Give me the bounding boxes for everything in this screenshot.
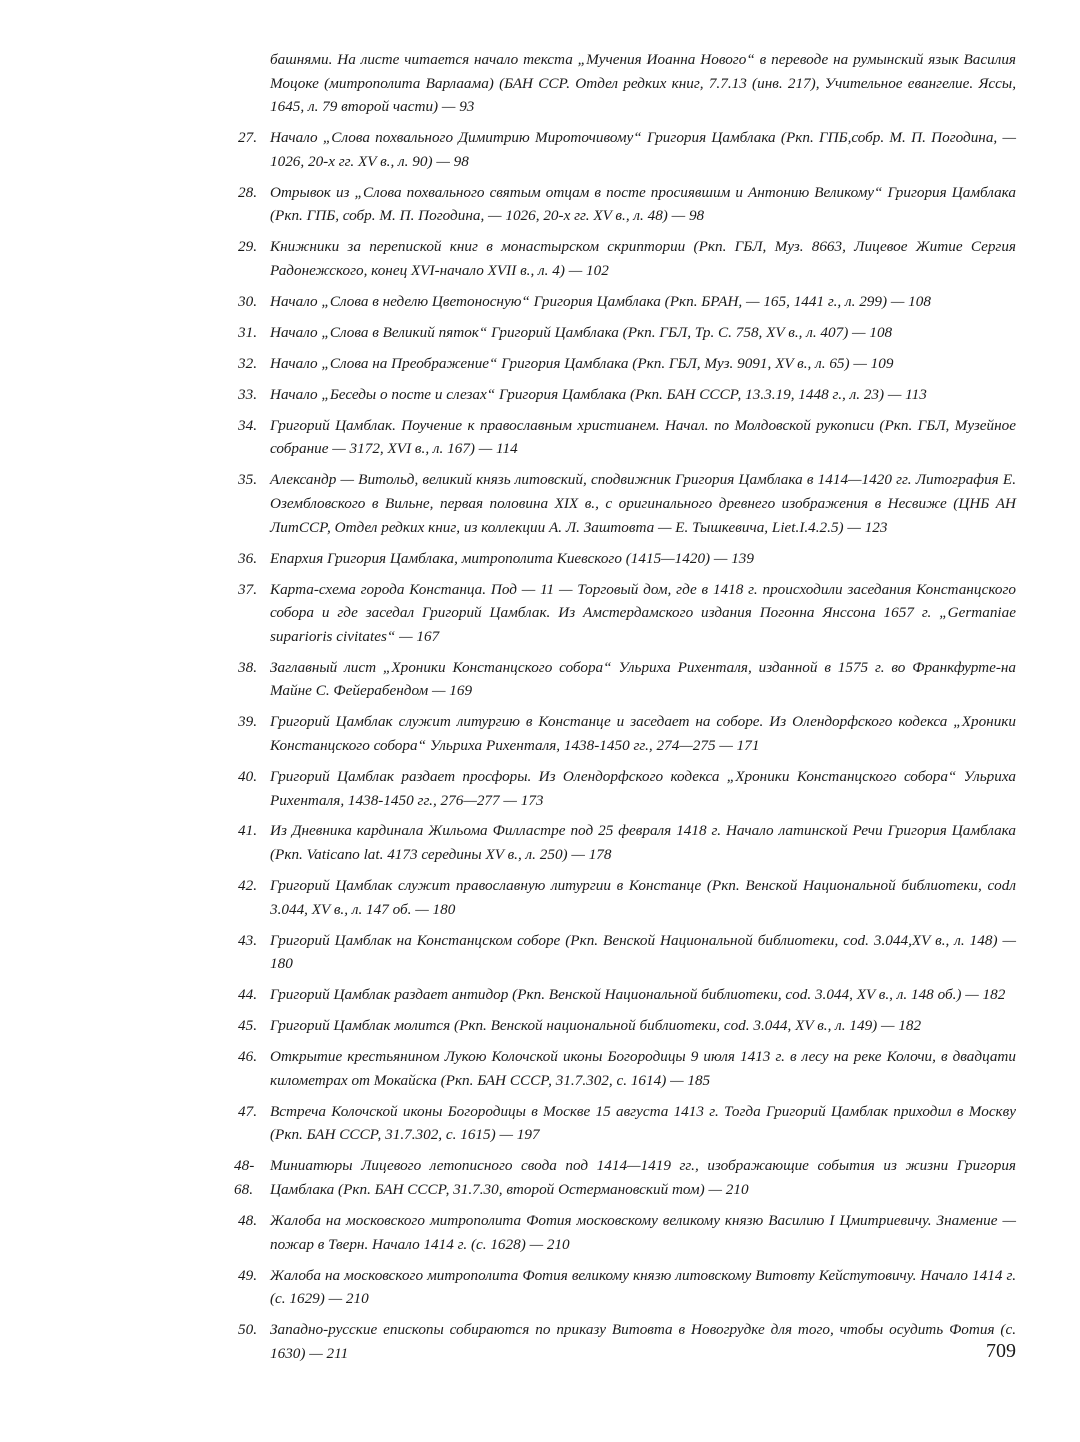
entry-number: 30. <box>238 292 257 310</box>
entry-number: 32. <box>238 354 257 372</box>
list-entry <box>234 290 1016 314</box>
entry-text: Григорий Цамблак на Констанцском соборе (Ркп. Венской Национальной библиотеки, cod. 3.044,XV в., л. 148) — 180 <box>270 931 1016 973</box>
entry-number: 29. <box>238 238 257 256</box>
list-entry <box>234 235 1016 282</box>
entry-number: 44. <box>238 986 257 1004</box>
entry-number: 39. <box>238 713 257 731</box>
entry-number: 48. <box>238 1211 257 1229</box>
entry-number: 27. <box>238 129 257 147</box>
list-entry <box>234 710 1016 757</box>
entry-text: Начало „Слова на Преображение“ Григория Цамблака (Ркп. ГБЛ, Муз. 9091, XV в., л. 65) — 109 <box>270 354 894 372</box>
entry-number: 42. <box>238 877 257 895</box>
entry-text: Миниатюры Лицевого летописного свода под 1414—1419 гг., изображающие события из жизни Григория Цамблака (Ркп. БАН СССР, 31.7.30, второй Остермановский том) — 210 <box>270 1157 1016 1198</box>
entry-text: Начало „Слова в неделю Цветоносную“ Григория Цамблака (Ркп. БРАН, — 165, 1441 г., л. 299) — 108 <box>270 292 931 310</box>
illustration-list <box>234 48 1016 1373</box>
list-entry <box>234 578 1016 649</box>
entry-text: Отрывок из „Слова похвального святым отцам в посте просиявшим и Антонию Великому“ Григория Цамблака (Ркп. ГПБ, собр. М. П. Погодина, — 1026, 20-х гг. XV в., л. 48) — 98 <box>270 183 1016 225</box>
entry-text: Григорий Цамблак. Поучение к православным христианем. Начал. по Молдовской рукописи (Ркп. ГБЛ, Музейное собрание — 3172, XVI в., л. 167) — 114 <box>270 416 1016 458</box>
entry-number: 50. <box>238 1321 257 1339</box>
entry-text: Начало „Слова в Великий пяток“ Григорий Цамблака (Ркп. ГБЛ, Тр. С. 758, XV в., л. 407) — 108 <box>270 323 893 341</box>
list-entry <box>234 468 1016 539</box>
entry-text: Начало „Беседы о посте и слезах“ Григория Цамблака (Ркп. БАН СССР, 13.3.19, 1448 г., л. 23) — 113 <box>270 385 927 403</box>
entry-text: Александр — Витольд, великий князь литовский, сподвижник Григория Цамблака в 1414—1420 гг. Литография Е. Озембловского в Вильне, первая половина XIX в., с оригинального древнего изображения в Несвиже (ЦНБ АН ЛитССР, Отдел редких книг, из коллекции А. Л. Заштовта — Е. Тышкевича, Liet.I.4.2.5) — 123 <box>270 471 1016 536</box>
list-entry <box>234 352 1016 376</box>
entry-number: 45. <box>238 1017 257 1035</box>
entry-number: 41. <box>238 822 257 840</box>
entry-text: Григорий Цамблак раздает антидор (Ркп. Венской Национальной библиотеки, cod. 3.044, XV в., л. 148 об.) — 182 <box>270 986 1006 1004</box>
entry-number: 40. <box>238 767 257 785</box>
list-entry <box>234 1014 1016 1038</box>
list-entry <box>234 983 1016 1007</box>
entry-number: 37. <box>238 580 257 598</box>
entry-text: Григорий Цамблак служит литургию в Констанце и заседает на соборе. Из Олендорфского кодекса „Хроники Констанцского собора“ Ульриха Рихенталя, 1438-1450 гг., 274—275 — 171 <box>270 713 1016 754</box>
entry-number: 48-68. <box>234 1157 255 1198</box>
entry-text: Григорий Цамблак раздает просфоры. Из Олендорфского кодекса „Хроники Констанцского собора“ Ульриха Рихенталя, 1438-1450 гг., 276—277 — 173 <box>270 767 1016 809</box>
entry-number: 43. <box>238 931 257 949</box>
list-entry <box>234 874 1016 921</box>
entry-number: 49. <box>238 1266 257 1284</box>
list-entry <box>234 1100 1016 1147</box>
entry-text: Карта-схема города Констанца. Под — 11 — Торговый дом, где в 1418 г. происходили заседания Констанцского собора и где заседал Григорий Цамблак. Из Амстердамского издания Погонна Янссона 1657 г. „Germaniae suparioris civitates“ — 167 <box>270 580 1016 645</box>
entry-text: Жалоба на московского митрополита Фотия великому князю литовскому Витовту Кейстутовичу. Начало 1414 г. (с. 1629) — 210 <box>270 1266 1016 1308</box>
page-number: 709 <box>986 1340 1016 1362</box>
entry-number: 47. <box>238 1102 257 1120</box>
entry-text: Епархия Григория Цамблака, митрополита Киевского (1415—1420) — 139 <box>270 549 754 567</box>
list-entry <box>234 1045 1016 1092</box>
entry-number: 38. <box>238 658 257 676</box>
entry-number: 35. <box>238 471 257 489</box>
list-entry <box>234 547 1016 571</box>
list-entry <box>234 929 1016 976</box>
list-entry <box>234 1318 1016 1365</box>
list-entry <box>234 1264 1016 1311</box>
entry-text: Григорий Цамблак молится (Ркп. Венской национальной библиотеки, cod. 3.044, XV в., л. 149) — 182 <box>270 1017 922 1035</box>
list-entry <box>234 656 1016 703</box>
list-entry <box>234 1209 1016 1256</box>
list-entry <box>234 126 1016 173</box>
entry-text: Встреча Колочской иконы Богородицы в Москве 15 августа 1413 г. Тогда Григорий Цамблак приходил в Москву (Ркп. БАН СССР, 31.7.302, с. 1615) — 197 <box>270 1102 1016 1144</box>
entry-text: Жалоба на московского митрополита Фотия московскому великому князю Василию I Цмитриевичу. Знамение — пожар в Тверн. Начало 1414 г. (с. 1628) — 210 <box>270 1211 1016 1253</box>
list-entry <box>234 765 1016 812</box>
list-entry <box>234 383 1016 407</box>
entry-text: башнями. На листе читается начало текста „Мучения Иоанна Нового“ в переводе на румынский язык Василия Моцоке (митрополита Варлаама) (БАН ССР. Отдел редких книг, 7.7.13 (инв. 217), Учительное евангелие. Яссы, 1645, л. 79 второй части) — 93 <box>270 51 1016 116</box>
list-entry <box>234 414 1016 461</box>
list-entry <box>234 181 1016 228</box>
entry-text: Открытие крестьянином Лукою Колочской иконы Богородицы 9 июля 1413 г. в лесу на реке Колочи, в двадцати километрах от Мокайска (Ркп. БАН СССР, 31.7.302, с. 1614) — 185 <box>270 1048 1016 1089</box>
entry-text: Из Дневника кардинала Жильома Филластре под 25 февраля 1418 г. Начало латинской Речи Григория Цамблака (Ркп. Vaticano lat. 4173 середины XV в., л. 250) — 178 <box>270 822 1016 864</box>
entry-text: Западно-русские епископы собираются по приказу Витовта в Новогрудке для того, чтобы осудить Фотия (с. 1630) — 211 <box>270 1321 1016 1362</box>
entry-text: Книжники за перепиской книг в монастырском скриптории (Ркп. ГБЛ, Муз. 8663, Лицевое Житие Сергия Радонежского, конец XVI-начало XVII в., л. 4) — 102 <box>270 238 1016 279</box>
entry-text: Григорий Цамблак служит православную литургии в Констанце (Ркп. Венской Национальной библиотеки, codл 3.044, XV в., л. 147 об. — 180 <box>270 877 1016 918</box>
entry-number: 28. <box>238 183 257 201</box>
list-entry <box>234 321 1016 345</box>
entry-text: Заглавный лист „Хроники Констанцского собора“ Ульриха Рихенталя, изданной в 1575 г. во Франкфурте-на Майне С. Фейерабендом — 169 <box>270 658 1016 700</box>
list-entry <box>234 48 1016 119</box>
list-entry <box>234 1154 1016 1201</box>
entry-number: 33. <box>238 385 257 403</box>
entry-number: 31. <box>238 323 257 341</box>
entry-number: 34. <box>238 416 257 434</box>
entry-text: Начало „Слова похвального Димитрию Мироточивому“ Григория Цамблака (Ркп. ГПБ,собр. М. П. Погодина, — 1026, 20-х гг. XV в., л. 90) — 98 <box>270 129 1016 170</box>
entry-number: 46. <box>238 1048 257 1066</box>
entry-number: 36. <box>238 549 257 567</box>
list-entry <box>234 819 1016 866</box>
